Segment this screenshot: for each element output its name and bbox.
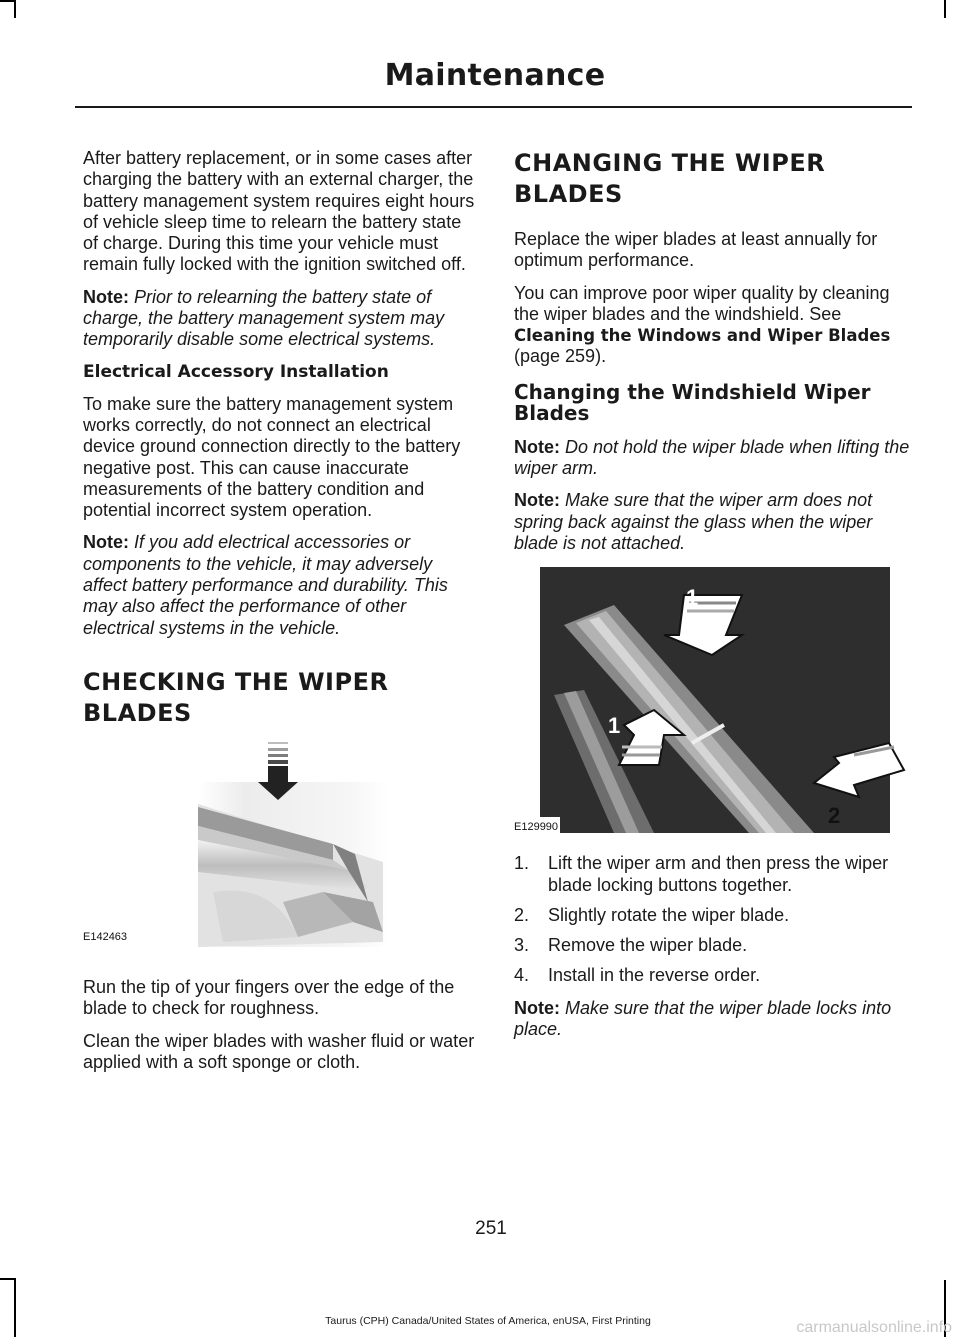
list-item [514, 965, 910, 986]
crop-mark [0, 0, 14, 2]
note [83, 532, 478, 638]
wiper-removal-illustration [514, 565, 910, 833]
clean-blades-paragraph: Clean the wiper blades with washer fluid or water applied with a soft sponge or cloth. [83, 1030, 475, 1072]
removal-steps [514, 853, 910, 986]
step-text: Lift the wiper arm and then press the wiper blade locking buttons together. [548, 853, 889, 895]
note-text: Make sure that the wiper arm does not spring back against the glass when the wiper blade is not attached. [514, 490, 873, 553]
accessory-paragraph: To make sure the battery management system works correctly, do not connect an electrical device ground connection directly to the battery negative post. This can cause inaccurate measurements of the battery condition and potential incorrect system operation. [83, 393, 461, 521]
list-item [514, 853, 910, 896]
heading-changing-windshield-wiper-blades: Changing the Windshield Wiper Blades [514, 379, 871, 425]
note [83, 287, 478, 351]
improve-quality-text: You can improve poor wiper quality by cleaning the wiper blades and the windshield. See [514, 282, 890, 324]
note-label: Note: [83, 532, 129, 553]
section-changing-wiper-blades: CHANGING THE WIPER BLADES [514, 149, 826, 208]
left-column [83, 148, 478, 1084]
page-title: Maintenance [384, 58, 606, 93]
step-number: 3. [514, 935, 530, 956]
wiper-blade-illustration [83, 742, 478, 952]
note-label: Note: [83, 286, 129, 307]
note [514, 490, 910, 554]
callout-1-middle: 1 [608, 713, 621, 739]
step-number: 2. [514, 904, 530, 925]
crop-mark [944, 0, 946, 18]
note-text: Make sure that the wiper blade locks into place. [514, 997, 892, 1040]
note-text: If you add electrical accessories or components to the vehicle, it may adversely affect battery performance and durability. This may also affect the performance of other electrical systems in the vehicle. [83, 532, 448, 638]
note [514, 998, 910, 1041]
step-text: Install in the reverse order. [548, 965, 761, 986]
note-label: Note: [514, 490, 560, 511]
crop-mark [14, 1280, 16, 1337]
improve-quality-paragraph [514, 283, 910, 368]
section-checking-wiper-blades: CHECKING THE WIPER BLADES [83, 667, 389, 727]
replace-annually-paragraph: Replace the wiper blades at least annually for optimum performance. [514, 229, 878, 271]
step-text: Remove the wiper blade. [548, 935, 748, 956]
page-number: 251 [475, 1218, 507, 1239]
wiper-blade-check-figure [83, 742, 478, 952]
footer-text: Taurus (CPH) Canada/United States of America, enUSA, First Printing [325, 1315, 651, 1327]
header-divider [75, 106, 912, 108]
figure-id: E142463 [83, 930, 128, 943]
figure-id: E129990 [514, 817, 560, 838]
crop-mark [14, 0, 16, 18]
heading-accessory-installation: Electrical Accessory Installation [83, 361, 389, 382]
watermark: carmanualsonline.info [796, 1319, 952, 1336]
note-label: Note: [514, 436, 560, 457]
list-item [514, 905, 910, 926]
step-number: 1. [514, 853, 530, 874]
cleaning-windows-link[interactable]: Cleaning the Windows and Wiper Blades [514, 326, 891, 346]
list-item [514, 935, 910, 956]
callout-1-top: 1 [686, 585, 699, 611]
wiper-blade-removal-figure [514, 565, 910, 833]
note [514, 437, 910, 480]
step-number: 4. [514, 965, 530, 986]
note-label: Note: [514, 997, 560, 1018]
right-column [514, 148, 910, 1051]
step-text: Slightly rotate the wiper blade. [548, 904, 790, 925]
note-text: Prior to relearning the battery state of charge, the battery management system may temporarily disable some electrical systems. [83, 286, 445, 350]
page-reference: (page 259). [514, 346, 607, 367]
note-text: Do not hold the wiper blade when lifting the wiper arm. [514, 436, 910, 479]
callout-2: 2 [828, 803, 841, 829]
battery-relearn-paragraph: After battery replacement, or in some cases after charging the battery with an external charger, the battery management system requires eight hours of vehicle sleep time to relearn the battery state of charge. During this time your vehicle must remain fully locked with the ignition switched off. [83, 148, 475, 275]
check-roughness-paragraph: Run the tip of your fingers over the edge of the blade to check for roughness. [83, 976, 455, 1019]
